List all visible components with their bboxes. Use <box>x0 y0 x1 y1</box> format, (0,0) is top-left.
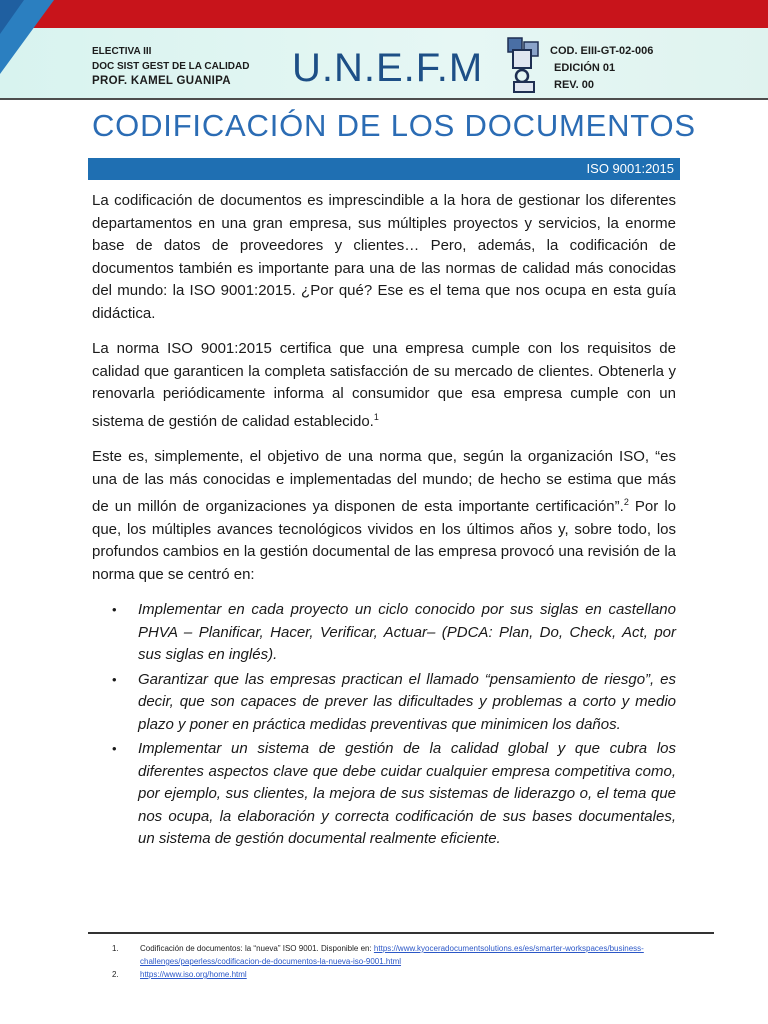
professor-name: PROF. KAMEL GUANIPA <box>92 75 231 87</box>
paragraph-intro: La codificación de documentos es imprescindible a la hora de gestionar los diferentes departamentos en una gran empresa, sus múltiples proyectos y servicios, la enorme base de datos de proveedores y clientes… Pero, además, la codificación de documentos también es importante para una de las normas de calidad más conocidas del mundo: la ISO 9001:2015. ¿Por qué? Ese es el tema que nos ocupa en esta guía didáctica. <box>92 192 676 322</box>
course-name: ELECTIVA III <box>92 46 152 57</box>
header-divider <box>0 98 768 100</box>
unefm-logo-icon <box>504 36 544 96</box>
header-corner-triangle-dark <box>0 0 24 34</box>
list-item <box>112 738 676 851</box>
document-body <box>92 190 676 853</box>
paragraph-iso-norm <box>92 338 676 433</box>
course-subject: DOC SIST GEST DE LA CALIDAD <box>92 61 250 72</box>
university-title: U.N.E.F.M <box>292 46 484 90</box>
footnote-link-iso[interactable]: https://www.iso.org/home.html <box>140 970 247 979</box>
footnote-link-kyocera[interactable]: https://www.kyoceradocumentsolutions.es/es/smarter-workspaces/business-challenges/paperless/codificacion-de-documentos-la-nueva-iso-9001.html <box>140 944 644 966</box>
footnote-number: 1. <box>112 944 119 953</box>
bullet-icon: • <box>112 671 117 687</box>
document-code: COD. EIII-GT-02-006 <box>550 45 654 57</box>
iso-standard-label: ISO 9001:2015 <box>586 161 674 176</box>
footnote-1 <box>112 942 672 968</box>
paragraph-objective-text: Este es, simplemente, el objetivo de una norma que, según la organización ISO, “es una de las más conocidas e implementadas del mundo; de hecho se estima que más de un millón de organizaciones ya disponen de esta importante certificación”. <box>92 448 676 515</box>
list-item <box>112 669 676 737</box>
bullet-icon: • <box>112 602 117 617</box>
footnote-number: 2. <box>112 970 119 979</box>
bullet-icon: • <box>112 741 117 756</box>
paragraph-objective-continued: Por lo que, los múltiples avances tecnológicos vividos en los últimos años y, sobre todo, los profundos cambios en la gestión documental de las empresa provocó una revisión de la norma que se centró en: <box>92 498 676 583</box>
document-header <box>0 0 768 100</box>
list-item <box>112 599 676 667</box>
footnote-ref-1: 1 <box>373 411 379 422</box>
header-red-band <box>0 0 768 28</box>
paragraph-iso-norm-text: La norma ISO 9001:2015 certifica que una empresa cumple con los requisitos de calidad que garanticen la completa satisfacción de su mercado de clientes. Obtenerla y renovarla periódicamente informa al consumidor que esa empresa cumple con un sistema de gestión de calidad establecido. <box>92 340 676 430</box>
document-edition: EDICIÓN 01 <box>554 62 616 74</box>
footnotes <box>112 942 672 981</box>
list-item-text: Garantizar que las empresas practican el llamado “pensamiento de riesgo”, es decir, que son capaces de prever las dificultades y problemas a corto y medio plazo y poner en práctica medidas preventivas que minimicen los daños. <box>138 670 676 733</box>
footnote-2 <box>112 968 672 981</box>
course-info <box>92 44 249 89</box>
iso-banner <box>88 158 680 180</box>
list-item-text: Implementar un sistema de gestión de la calidad global y que cubra los diferentes aspectos clave que debe cuidar cualquier empresa competitiva como, por ejemplo, sus clientes, la mejora de sus sistemas de liderazgo o, el tema que nos ocupa, la elaboración y correcta codificación de sus bases documentales, un sistema de gestión documental realmente eficiente. <box>138 740 676 847</box>
page-title: CODIFICACIÓN DE LOS DOCUMENTOS <box>92 108 696 143</box>
document-control <box>550 43 653 94</box>
document-revision: REV. 00 <box>554 79 594 91</box>
revision-bullet-list <box>92 599 676 851</box>
footnote-divider <box>88 932 714 934</box>
footnote-text: Codificación de documentos: la “nueva” ISO 9001. Disponible en: <box>140 944 374 953</box>
paragraph-objective <box>92 446 676 586</box>
list-item-text: Implementar en cada proyecto un ciclo conocido por sus siglas en castellano PHVA – Planificar, Hacer, Verificar, Actuar– (PDCA: Plan, Do, Check, Act, por sus siglas en inglés). <box>138 601 676 663</box>
footnote-ref-2: 2 <box>623 497 629 507</box>
